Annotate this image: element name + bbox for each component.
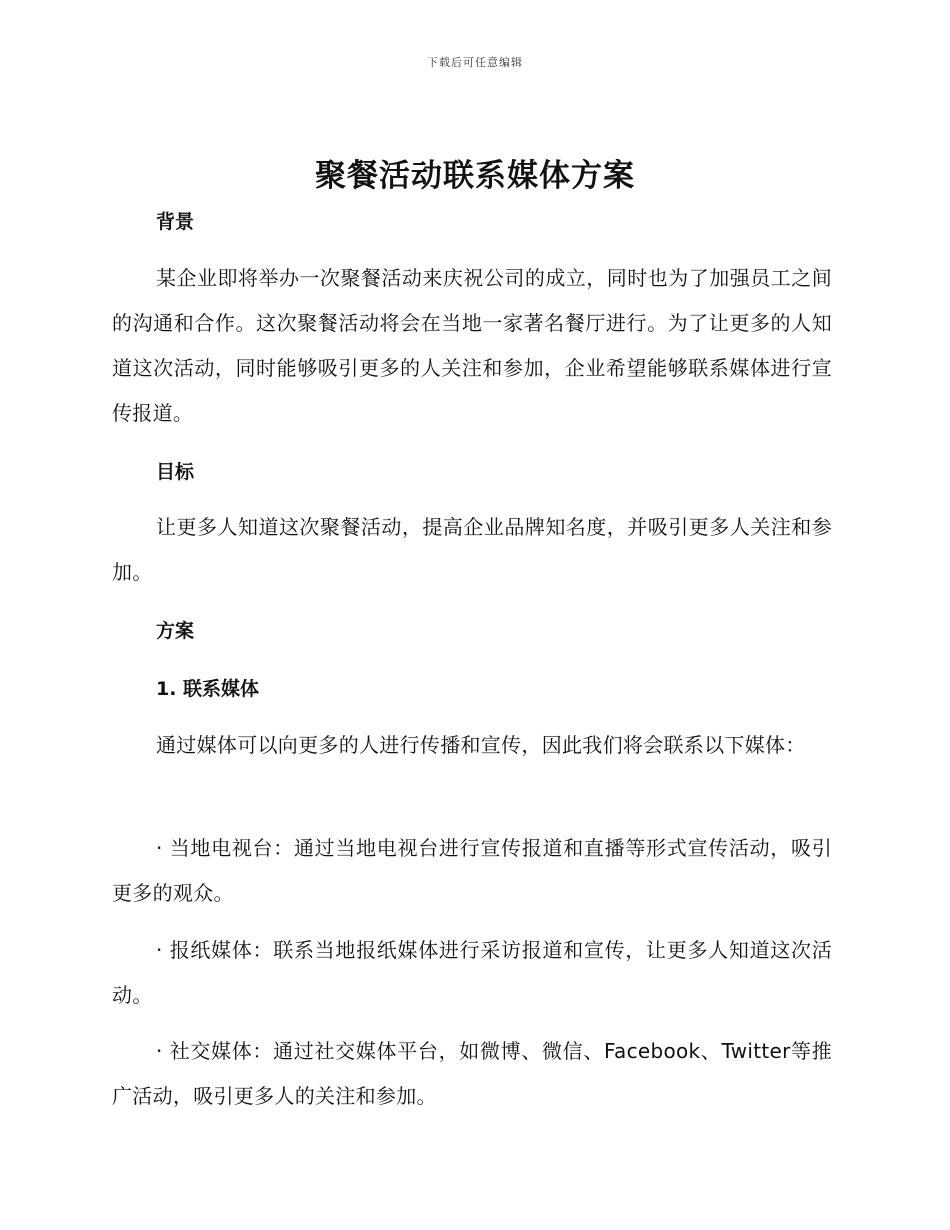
list-item-newspaper: · 报纸媒体：联系当地报纸媒体进行采访报道和宣传，让更多人知道这次活动。: [112, 938, 832, 1007]
section-heading-background: 背景: [156, 211, 195, 233]
header-note: 下载后可任意编辑: [427, 56, 523, 69]
section-heading-plan: 方案: [156, 620, 195, 642]
background-paragraph: 某企业即将举办一次聚餐活动来庆祝公司的成立，同时也为了加强员工之间的沟通和合作。这次聚餐活动将会在当地一家著名餐厅进行。为了让更多的人知道这次活动，同时能够吸引更多的人关注和参加，企业希望能够联系媒体进行宣传报道。: [112, 266, 832, 425]
section-heading-goal: 目标: [156, 461, 195, 483]
document-title: 聚餐活动联系媒体方案: [315, 158, 635, 194]
list-item-local-tv: · 当地电视台：通过当地电视台进行宣传报道和直播等形式宣传活动，吸引更多的观众。: [112, 836, 832, 905]
subheading-contact-media: 1. 联系媒体: [156, 678, 260, 700]
plan-intro-paragraph: 通过媒体可以向更多的人进行传播和宣传，因此我们将会联系以下媒体：: [156, 733, 806, 757]
list-item-social-media: · 社交媒体：通过社交媒体平台，如微博、微信、Facebook、Twitter等推广活动，吸引更多人的关注和参加。: [112, 1039, 832, 1108]
goal-paragraph: 让更多人知道这次聚餐活动，提高企业品牌知名度，并吸引更多人关注和参加。: [112, 515, 832, 584]
